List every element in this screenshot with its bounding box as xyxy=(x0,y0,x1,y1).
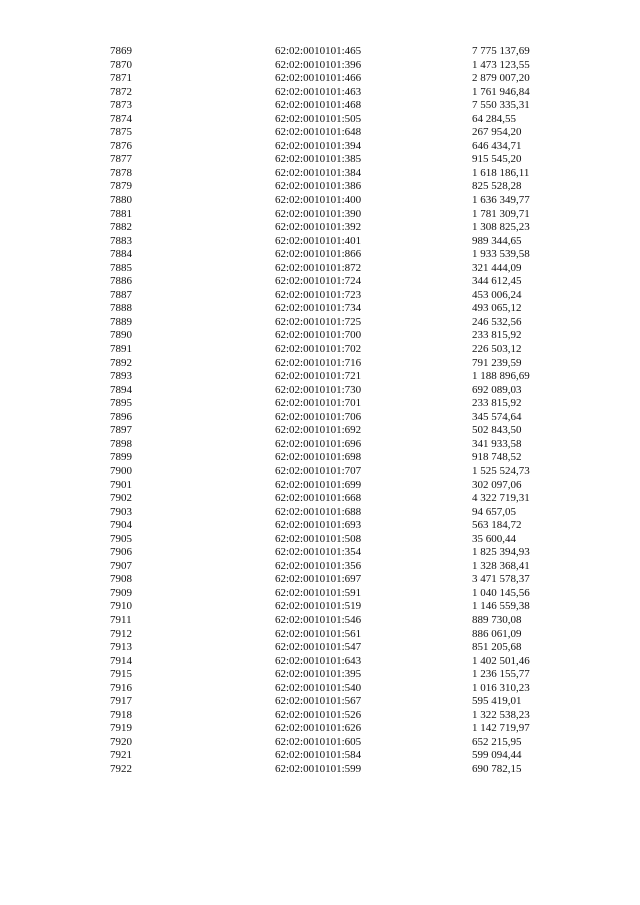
cadastral-number: 62:02:0010101:605 xyxy=(275,735,362,748)
cadastral-value: 226 503,12 xyxy=(472,343,522,356)
table-row xyxy=(110,113,580,127)
cadastral-number: 62:02:0010101:696 xyxy=(275,437,362,450)
cadastral-value: 233 815,92 xyxy=(472,397,522,410)
cadastral-value: 1 328 368,41 xyxy=(472,559,530,572)
row-number: 7886 xyxy=(110,275,132,288)
cadastral-value: 599 094,44 xyxy=(472,749,522,762)
cadastral-number: 62:02:0010101:384 xyxy=(275,166,362,179)
cadastral-number: 62:02:0010101:385 xyxy=(275,153,362,166)
row-number: 7899 xyxy=(110,451,132,464)
row-number: 7881 xyxy=(110,207,132,220)
table-row xyxy=(110,587,580,601)
cadastral-number: 62:02:0010101:866 xyxy=(275,248,362,261)
cadastral-value: 7 550 335,31 xyxy=(472,99,530,112)
cadastral-number: 62:02:0010101:692 xyxy=(275,424,362,437)
cadastral-value: 652 215,95 xyxy=(472,735,522,748)
cadastral-value: 918 748,52 xyxy=(472,451,522,464)
table-row xyxy=(110,411,580,425)
cadastral-value: 302 097,06 xyxy=(472,478,522,491)
table-row xyxy=(110,479,580,493)
cadastral-value: 1 016 310,23 xyxy=(472,681,530,694)
cadastral-number: 62:02:0010101:547 xyxy=(275,641,362,654)
cadastral-value: 886 061,09 xyxy=(472,627,522,640)
table-row xyxy=(110,86,580,100)
cadastral-number: 62:02:0010101:519 xyxy=(275,600,362,613)
row-number: 7905 xyxy=(110,532,132,545)
row-number: 7916 xyxy=(110,681,132,694)
row-number: 7887 xyxy=(110,288,132,301)
cadastral-number: 62:02:0010101:707 xyxy=(275,464,362,477)
cadastral-number: 62:02:0010101:697 xyxy=(275,573,362,586)
cadastral-number: 62:02:0010101:392 xyxy=(275,221,362,234)
cadastral-value: 94 657,05 xyxy=(472,505,516,518)
table-row xyxy=(110,221,580,235)
table-row xyxy=(110,451,580,465)
row-number: 7892 xyxy=(110,356,132,369)
row-number: 7907 xyxy=(110,559,132,572)
cadastral-number: 62:02:0010101:356 xyxy=(275,559,362,572)
cadastral-value: 1 761 946,84 xyxy=(472,85,530,98)
table-row xyxy=(110,668,580,682)
cadastral-number: 62:02:0010101:693 xyxy=(275,519,362,532)
row-number: 7909 xyxy=(110,586,132,599)
table-row xyxy=(110,465,580,479)
cadastral-value: 1 040 145,56 xyxy=(472,586,530,599)
row-number: 7903 xyxy=(110,505,132,518)
cadastral-value: 493 065,12 xyxy=(472,302,522,315)
row-number: 7890 xyxy=(110,329,132,342)
table-row xyxy=(110,316,580,330)
cadastral-value: 2 879 007,20 xyxy=(472,72,530,85)
cadastral-number: 62:02:0010101:730 xyxy=(275,383,362,396)
cadastral-number: 62:02:0010101:599 xyxy=(275,762,362,775)
cadastral-value-table xyxy=(110,45,580,777)
cadastral-value: 267 954,20 xyxy=(472,126,522,139)
row-number: 7885 xyxy=(110,261,132,274)
row-number: 7882 xyxy=(110,221,132,234)
row-number: 7915 xyxy=(110,668,132,681)
table-row xyxy=(110,208,580,222)
cadastral-value: 1 933 539,58 xyxy=(472,248,530,261)
table-row xyxy=(110,763,580,777)
table-row xyxy=(110,573,580,587)
cadastral-number: 62:02:0010101:561 xyxy=(275,627,362,640)
cadastral-number: 62:02:0010101:591 xyxy=(275,586,362,599)
cadastral-number: 62:02:0010101:643 xyxy=(275,654,362,667)
cadastral-number: 62:02:0010101:721 xyxy=(275,370,362,383)
cadastral-number: 62:02:0010101:872 xyxy=(275,261,362,274)
table-row xyxy=(110,262,580,276)
row-number: 7904 xyxy=(110,519,132,532)
cadastral-value: 1 781 309,71 xyxy=(472,207,530,220)
table-row xyxy=(110,370,580,384)
row-number: 7877 xyxy=(110,153,132,166)
row-number: 7878 xyxy=(110,166,132,179)
cadastral-number: 62:02:0010101:390 xyxy=(275,207,362,220)
cadastral-value: 1 188 896,69 xyxy=(472,370,530,383)
cadastral-number: 62:02:0010101:354 xyxy=(275,546,362,559)
cadastral-value: 915 545,20 xyxy=(472,153,522,166)
cadastral-number: 62:02:0010101:698 xyxy=(275,451,362,464)
table-row xyxy=(110,343,580,357)
row-number: 7894 xyxy=(110,383,132,396)
row-number: 7873 xyxy=(110,99,132,112)
cadastral-number: 62:02:0010101:706 xyxy=(275,410,362,423)
cadastral-number: 62:02:0010101:540 xyxy=(275,681,362,694)
table-row xyxy=(110,614,580,628)
cadastral-number: 62:02:0010101:546 xyxy=(275,613,362,626)
row-number: 7872 xyxy=(110,85,132,98)
cadastral-number: 62:02:0010101:505 xyxy=(275,112,362,125)
table-row xyxy=(110,153,580,167)
cadastral-value: 1 636 349,77 xyxy=(472,194,530,207)
cadastral-number: 62:02:0010101:668 xyxy=(275,492,362,505)
row-number: 7884 xyxy=(110,248,132,261)
cadastral-value: 692 089,03 xyxy=(472,383,522,396)
table-row xyxy=(110,302,580,316)
cadastral-number: 62:02:0010101:584 xyxy=(275,749,362,762)
cadastral-value: 1 142 719,97 xyxy=(472,722,530,735)
cadastral-value: 453 006,24 xyxy=(472,288,522,301)
cadastral-value: 1 402 501,46 xyxy=(472,654,530,667)
row-number: 7871 xyxy=(110,72,132,85)
row-number: 7918 xyxy=(110,708,132,721)
cadastral-value: 321 444,09 xyxy=(472,261,522,274)
table-row xyxy=(110,384,580,398)
row-number: 7888 xyxy=(110,302,132,315)
cadastral-value: 690 782,15 xyxy=(472,762,522,775)
cadastral-value: 246 532,56 xyxy=(472,315,522,328)
cadastral-number: 62:02:0010101:394 xyxy=(275,139,362,152)
cadastral-value: 35 600,44 xyxy=(472,532,516,545)
cadastral-number: 62:02:0010101:702 xyxy=(275,343,362,356)
cadastral-value: 1 618 186,11 xyxy=(472,166,530,179)
table-row xyxy=(110,180,580,194)
row-number: 7908 xyxy=(110,573,132,586)
cadastral-number: 62:02:0010101:734 xyxy=(275,302,362,315)
cadastral-number: 62:02:0010101:401 xyxy=(275,234,362,247)
cadastral-value: 1 236 155,77 xyxy=(472,668,530,681)
cadastral-number: 62:02:0010101:396 xyxy=(275,58,362,71)
table-row xyxy=(110,749,580,763)
cadastral-number: 62:02:0010101:465 xyxy=(275,45,362,57)
cadastral-number: 62:02:0010101:400 xyxy=(275,194,362,207)
table-row xyxy=(110,289,580,303)
cadastral-number: 62:02:0010101:648 xyxy=(275,126,362,139)
cadastral-value: 791 239,59 xyxy=(472,356,522,369)
cadastral-value: 851 205,68 xyxy=(472,641,522,654)
table-row xyxy=(110,722,580,736)
row-number: 7895 xyxy=(110,397,132,410)
cadastral-value: 344 612,45 xyxy=(472,275,522,288)
table-row xyxy=(110,424,580,438)
row-number: 7893 xyxy=(110,370,132,383)
table-row xyxy=(110,506,580,520)
cadastral-value: 563 184,72 xyxy=(472,519,522,532)
cadastral-value: 233 815,92 xyxy=(472,329,522,342)
row-number: 7898 xyxy=(110,437,132,450)
table-row xyxy=(110,59,580,73)
row-number: 7914 xyxy=(110,654,132,667)
table-row xyxy=(110,397,580,411)
cadastral-number: 62:02:0010101:466 xyxy=(275,72,362,85)
cadastral-number: 62:02:0010101:688 xyxy=(275,505,362,518)
row-number: 7920 xyxy=(110,735,132,748)
cadastral-value: 1 146 559,38 xyxy=(472,600,530,613)
cadastral-number: 62:02:0010101:526 xyxy=(275,708,362,721)
row-number: 7913 xyxy=(110,641,132,654)
table-row xyxy=(110,45,580,59)
row-number: 7917 xyxy=(110,695,132,708)
cadastral-number: 62:02:0010101:395 xyxy=(275,668,362,681)
cadastral-value: 1 308 825,23 xyxy=(472,221,530,234)
table-row xyxy=(110,248,580,262)
table-row xyxy=(110,72,580,86)
cadastral-value: 7 775 137,69 xyxy=(472,45,530,57)
cadastral-value: 3 471 578,37 xyxy=(472,573,530,586)
row-number: 7883 xyxy=(110,234,132,247)
cadastral-value: 825 528,28 xyxy=(472,180,522,193)
table-row xyxy=(110,194,580,208)
cadastral-number: 62:02:0010101:626 xyxy=(275,722,362,735)
row-number: 7902 xyxy=(110,492,132,505)
cadastral-number: 62:02:0010101:724 xyxy=(275,275,362,288)
row-number: 7900 xyxy=(110,464,132,477)
cadastral-value: 341 933,58 xyxy=(472,437,522,450)
cadastral-number: 62:02:0010101:463 xyxy=(275,85,362,98)
table-row xyxy=(110,600,580,614)
table-row xyxy=(110,235,580,249)
cadastral-value: 4 322 719,31 xyxy=(472,492,530,505)
cadastral-value: 64 284,55 xyxy=(472,112,516,125)
table-row xyxy=(110,167,580,181)
row-number: 7897 xyxy=(110,424,132,437)
table-row xyxy=(110,546,580,560)
table-row xyxy=(110,560,580,574)
cadastral-number: 62:02:0010101:723 xyxy=(275,288,362,301)
table-row xyxy=(110,275,580,289)
row-number: 7880 xyxy=(110,194,132,207)
row-number: 7911 xyxy=(110,613,132,626)
cadastral-number: 62:02:0010101:716 xyxy=(275,356,362,369)
row-number: 7870 xyxy=(110,58,132,71)
table-row xyxy=(110,736,580,750)
cadastral-value: 1 473 123,55 xyxy=(472,58,530,71)
table-row xyxy=(110,126,580,140)
cadastral-value: 595 419,01 xyxy=(472,695,522,708)
row-number: 7889 xyxy=(110,315,132,328)
row-number: 7910 xyxy=(110,600,132,613)
row-number: 7891 xyxy=(110,343,132,356)
cadastral-number: 62:02:0010101:699 xyxy=(275,478,362,491)
table-row xyxy=(110,695,580,709)
cadastral-value: 1 525 524,73 xyxy=(472,464,530,477)
cadastral-value: 1 825 394,93 xyxy=(472,546,530,559)
row-number: 7919 xyxy=(110,722,132,735)
table-row xyxy=(110,140,580,154)
cadastral-number: 62:02:0010101:725 xyxy=(275,315,362,328)
table-row xyxy=(110,357,580,371)
cadastral-number: 62:02:0010101:386 xyxy=(275,180,362,193)
cadastral-value: 502 843,50 xyxy=(472,424,522,437)
table-row xyxy=(110,533,580,547)
table-row xyxy=(110,628,580,642)
row-number: 7869 xyxy=(110,45,132,57)
row-number: 7906 xyxy=(110,546,132,559)
table-row xyxy=(110,492,580,506)
table-row xyxy=(110,709,580,723)
cadastral-number: 62:02:0010101:700 xyxy=(275,329,362,342)
row-number: 7922 xyxy=(110,762,132,775)
cadastral-number: 62:02:0010101:567 xyxy=(275,695,362,708)
cadastral-number: 62:02:0010101:701 xyxy=(275,397,362,410)
table-row xyxy=(110,438,580,452)
row-number: 7875 xyxy=(110,126,132,139)
cadastral-value: 345 574,64 xyxy=(472,410,522,423)
table-row xyxy=(110,519,580,533)
row-number: 7921 xyxy=(110,749,132,762)
cadastral-value: 1 322 538,23 xyxy=(472,708,530,721)
cadastral-number: 62:02:0010101:508 xyxy=(275,532,362,545)
row-number: 7901 xyxy=(110,478,132,491)
cadastral-value: 646 434,71 xyxy=(472,139,522,152)
row-number: 7912 xyxy=(110,627,132,640)
row-number: 7874 xyxy=(110,112,132,125)
table-row xyxy=(110,99,580,113)
cadastral-number: 62:02:0010101:468 xyxy=(275,99,362,112)
table-row xyxy=(110,682,580,696)
row-number: 7896 xyxy=(110,410,132,423)
cadastral-value: 889 730,08 xyxy=(472,613,522,626)
cadastral-value: 989 344,65 xyxy=(472,234,522,247)
table-row xyxy=(110,655,580,669)
table-row xyxy=(110,641,580,655)
table-row xyxy=(110,329,580,343)
row-number: 7879 xyxy=(110,180,132,193)
row-number: 7876 xyxy=(110,139,132,152)
